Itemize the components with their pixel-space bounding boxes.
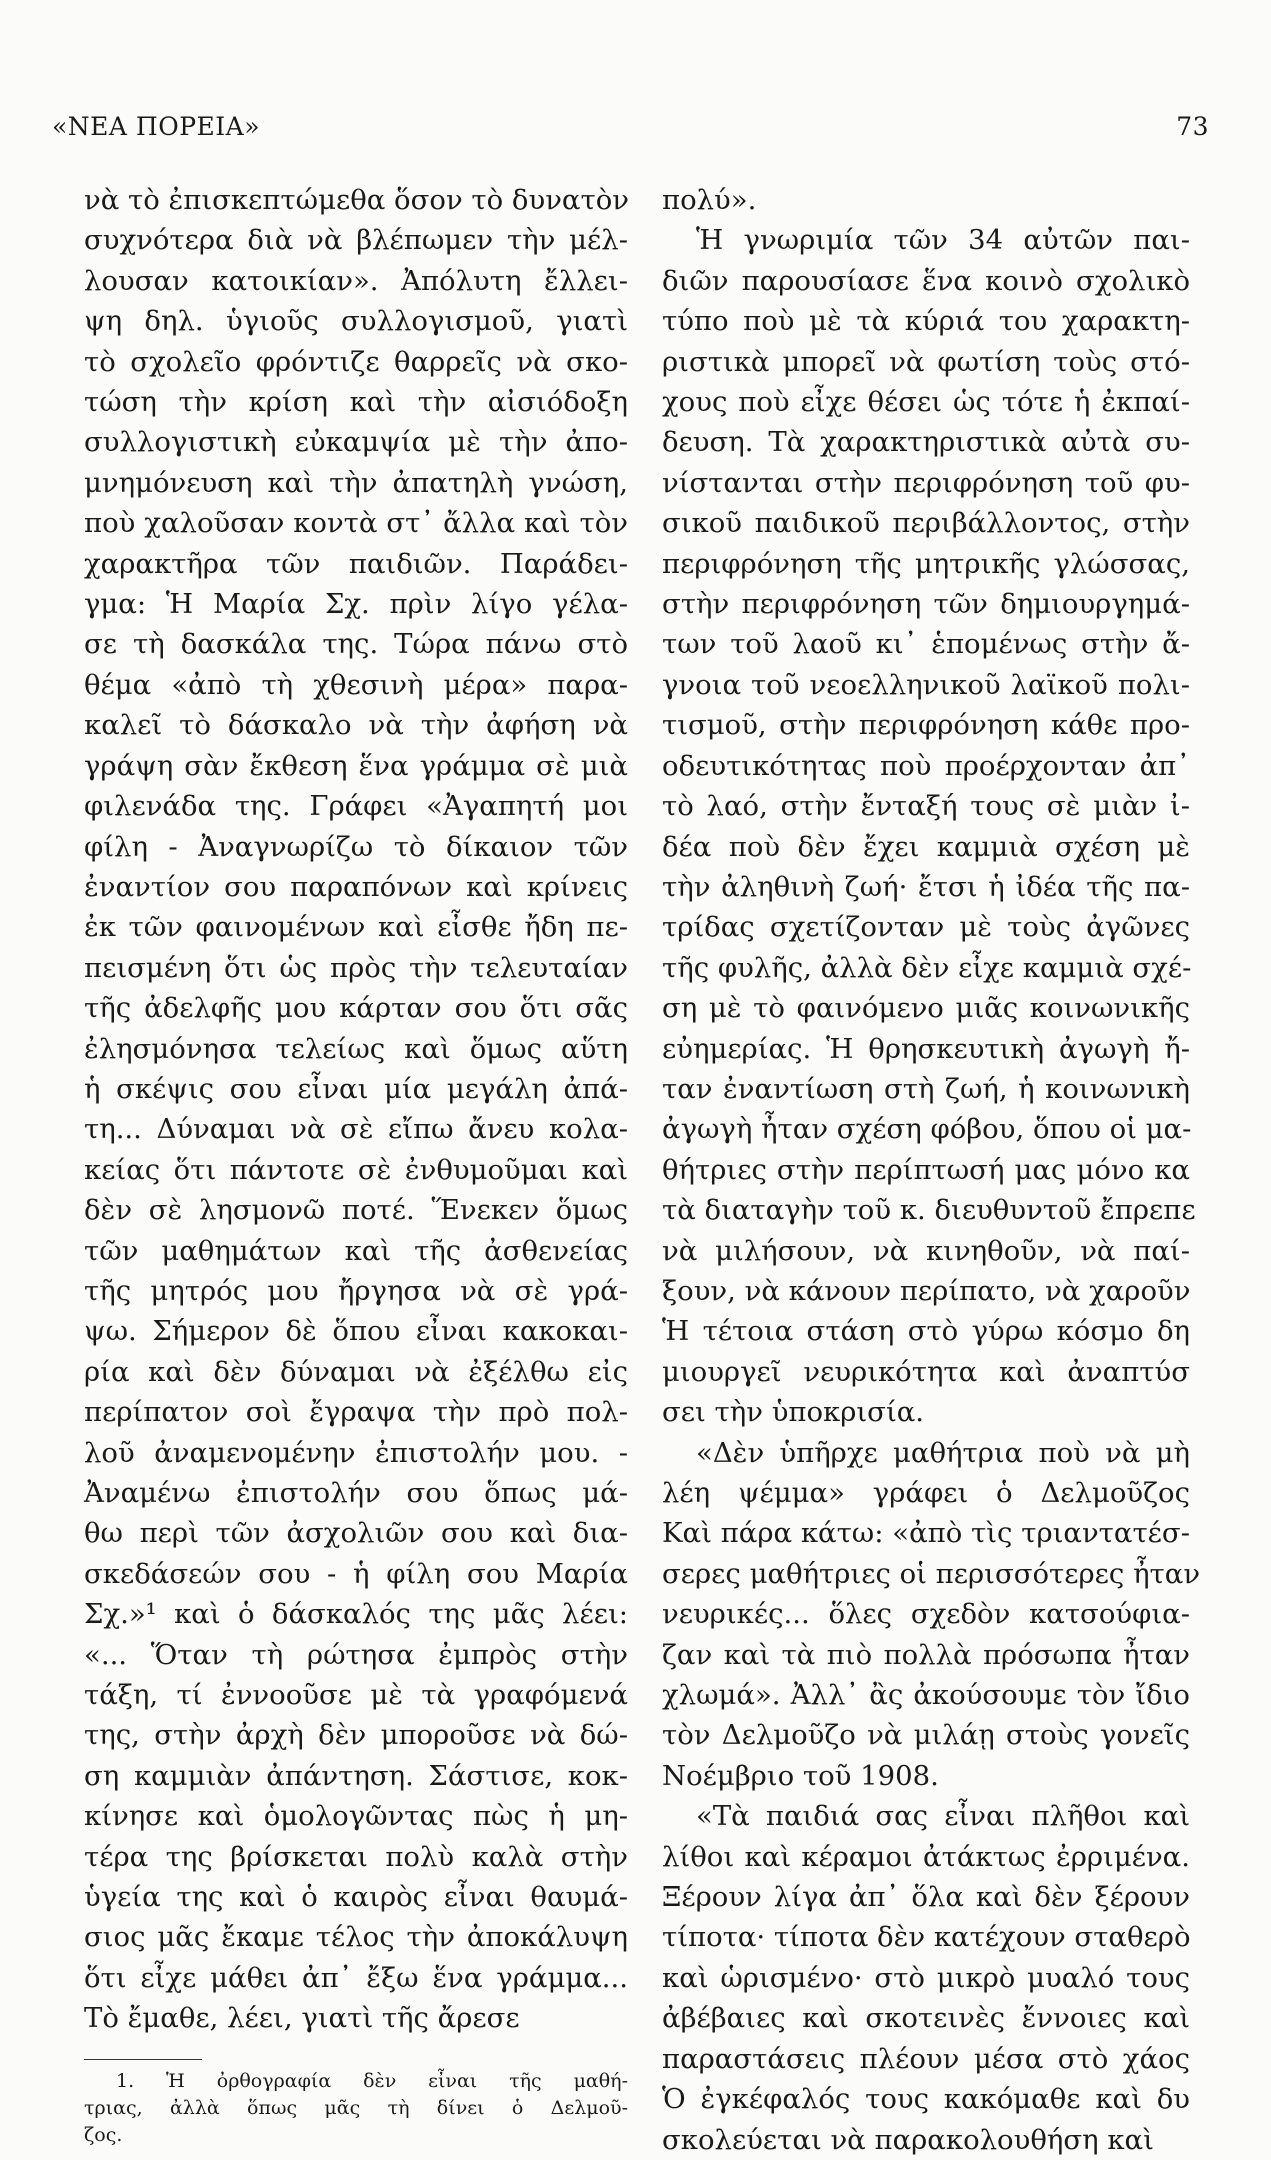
text-line: δέα ποὺ δὲν ἔχει καμμιὰ σχέση μὲ bbox=[662, 830, 1190, 863]
text-line: νὰ τὸ ἐπισκεπτώμεθα ὅσον τὸ δυνατὸν bbox=[84, 184, 629, 216]
text-line: συλλογιστικὴ εὐκαμψία μὲ τὴν ἀπο- bbox=[84, 426, 628, 459]
text-line: ση μὲ τὸ φαινόμενο μιᾶς κοινωνικῆς bbox=[662, 992, 1190, 1025]
right-column bbox=[662, 180, 1201, 2160]
text-line: Ἡ τέτοια στάση στὸ γύρω κόσμο δη bbox=[662, 1315, 1190, 1348]
text-line: ταν ἐναντίωση στὴ ζωή, ἡ κοινωνικὴ bbox=[662, 1072, 1190, 1105]
text-line: ψω. Σήμερον δὲ ὅπου εἶναι κακοκαι- bbox=[84, 1315, 628, 1348]
text-line: τῆς φυλῆς, ἀλλὰ δὲν εἶχε καμμιὰ σχέ- bbox=[662, 951, 1192, 984]
text-line: τὸ σχολεῖο φρόντιζε θαρρεῖς νὰ σκο- bbox=[84, 345, 628, 378]
text-line: δευση. Τὰ χαρακτηριστικὰ αὐτὰ συ- bbox=[662, 426, 1190, 459]
text-line: τίποτα· τίποτα δὲν κατέχουν σταθερὸ bbox=[662, 1921, 1191, 1954]
right-column-text bbox=[662, 180, 1201, 2160]
footnote-line: ζος. bbox=[84, 2123, 123, 2146]
text-line: λίθοι καὶ κέραμοι ἀτάκτως ἐρριμένα. bbox=[662, 1840, 1190, 1873]
text-line: δὲν σὲ λησμονῶ ποτέ. Ἕνεκεν ὅμως bbox=[84, 1194, 628, 1227]
text-line: θω περὶ τῶν ἀσχολιῶν σου καὶ δια- bbox=[84, 1517, 628, 1550]
text-line: λέη ψέμμα» γράφει ὁ Δελμοῦζος bbox=[662, 1477, 1190, 1509]
text-line: ψη δηλ. ὑγιοῦς συλλογισμοῦ, γιατὶ bbox=[84, 305, 628, 338]
text-line: καὶ ὡρισμένο· στὸ μικρὸ μυαλό τους bbox=[662, 1961, 1190, 1994]
text-line: ποὺ χαλοῦσαν κοντὰ στ᾿ ἄλλα καὶ τὸν bbox=[84, 507, 628, 540]
text-line: των τοῦ λαοῦ κι᾿ ἑπομένως στὴν ἄ- bbox=[662, 628, 1190, 661]
text-line: τρίδας σχετίζονταν μὲ τοὺς ἀγῶνες bbox=[662, 911, 1190, 944]
text-line: Καὶ πάρα κάτω: «ἀπὸ τὶς τριαντατέσ- bbox=[662, 1517, 1190, 1550]
text-line: εὐημερίας. Ἡ θρησκευτικὴ ἀγωγὴ ἤ- bbox=[662, 1032, 1190, 1065]
text-line: «Δὲν ὑπῆρχε μαθήτρια ποὺ νὰ μὴ bbox=[696, 1436, 1190, 1469]
text-line: Τὸ ἔμαθε, λέει, γιατὶ τῆς ἄρεσε bbox=[84, 2002, 520, 2035]
text-line: στὴν περιφρόνηση τῶν δημιουργημά- bbox=[662, 588, 1190, 621]
footnote bbox=[84, 2068, 628, 2149]
text-line: χλωμά». Ἀλλ᾿ ἂς ἀκούσουμε τὸν ἴδιο bbox=[662, 1679, 1190, 1712]
text-line: σει τὴν ὑποκρισία. bbox=[662, 1396, 925, 1429]
text-line: χαρακτῆρα τῶν παιδιῶν. Παράδει- bbox=[84, 547, 628, 580]
text-line: ρία καὶ δὲν δύναμαι νὰ ἐξέλθω εἰς bbox=[84, 1355, 628, 1388]
text-line: νίστανται στὴν περιφρόνηση τοῦ φυ- bbox=[662, 466, 1190, 499]
footnote-line: 1. Ἡ ὀρθογραφία δὲν εἶναι τῆς μαθή- bbox=[116, 2069, 628, 2092]
text-line: θήτριες στὴν περίπτωσή μας μόνο κα bbox=[662, 1153, 1190, 1186]
text-line: χους ποὺ εἶχε θέσει ὡς τότε ἡ ἐκπαί- bbox=[662, 386, 1190, 419]
text-line: τῆς ἀδελφῆς μου κάρταν σου ὅτι σᾶς bbox=[84, 992, 628, 1025]
text-line: γμα: Ἡ Μαρία Σχ. πρὶν λίγο γέλα- bbox=[84, 588, 628, 621]
text-line: τὸν Δελμοῦζο νὰ μιλάῃ στοὺς γονεῖς bbox=[662, 1719, 1190, 1752]
journal-title: «ΝΕΑ ΠΟΡΕΙΑ» bbox=[52, 112, 261, 141]
text-line: ἐναντίον σου παραπόνων καὶ κρίνεις bbox=[84, 870, 628, 903]
text-line: ὑγεία της καὶ ὁ καιρὸς εἶναι θαυμά- bbox=[84, 1881, 628, 1914]
text-line: φιλενάδα της. Γράφει «Ἀγαπητή μοι bbox=[84, 790, 628, 823]
text-line: ριστικὰ μπορεῖ νὰ φωτίση τοὺς στό- bbox=[662, 345, 1190, 378]
text-line: τὸ λαό, στὴν ἔνταξή τους σὲ μιὰν ἰ- bbox=[662, 790, 1190, 823]
text-line: μιουργεῖ νευρικότητα καὶ ἀναπτύσ bbox=[662, 1355, 1190, 1388]
text-line: τέρα της βρίσκεται πολὺ καλὰ στὴν bbox=[84, 1840, 628, 1873]
text-line: πεισμένη ὅτι ὡς πρὸς τὴν τελευταίαν bbox=[84, 951, 628, 984]
text-line: ἀβέβαιες καὶ σκοτεινὲς ἔννοιες καὶ bbox=[662, 2002, 1190, 2035]
text-line: παραστάσεις πλέουν μέσα στὸ χάος bbox=[662, 2042, 1190, 2075]
text-line: τη... Δύναμαι νὰ σὲ εἴπω ἄνευ κολα- bbox=[84, 1113, 628, 1146]
text-line: σικοῦ παιδικοῦ περιβάλλοντος, στὴν bbox=[662, 507, 1190, 540]
text-line: λοῦ ἀναμενομένην ἐπιστολήν μου. - bbox=[84, 1436, 628, 1469]
text-line: νευρικές... ὅλες σχεδὸν κατσούφια- bbox=[662, 1598, 1190, 1631]
text-line: ἡ σκέψις σου εἶναι μία μεγάλη ἀπά- bbox=[84, 1072, 628, 1105]
text-line: σκολεύεται νὰ παρακολουθήση καὶ bbox=[662, 2123, 1154, 2156]
text-line: καλεῖ τὸ δάσκαλο νὰ τὴν ἀφήση νὰ bbox=[84, 709, 628, 742]
text-line: «Τὰ παιδιά σας εἶναι πλῆθοι καὶ bbox=[696, 1800, 1190, 1833]
text-line: μνημόνευση καὶ τὴν ἀπατηλὴ γνώση, bbox=[84, 466, 628, 499]
text-line: κίνησε καὶ ὁμολογῶντας πὼς ἡ μη- bbox=[84, 1800, 628, 1833]
text-line: συχνότερα διὰ νὰ βλέπωμεν τὴν μέλ- bbox=[84, 224, 628, 257]
text-line: τὴν ἀληθινὴ ζωή· ἔτσι ἡ ἰδέα τῆς πα- bbox=[662, 870, 1190, 903]
text-line: ση καμμιὰν ἀπάντηση. Σάστισε, κοκ- bbox=[84, 1759, 628, 1792]
text-line: τῶν μαθημάτων καὶ τῆς ἀσθενείας bbox=[84, 1234, 628, 1267]
text-line: σερες μαθήτριες οἱ περισσότερες ἦταν bbox=[662, 1557, 1201, 1590]
text-line: λουσαν κατοικίαν». Ἀπόλυτη ἔλλει- bbox=[84, 264, 628, 297]
text-line: Ἡ γνωριμία τῶν 34 αὐτῶν παι- bbox=[696, 224, 1190, 257]
text-line: τισμοῦ, στὴν περιφρόνηση κάθε προ- bbox=[662, 709, 1190, 742]
text-line: «... Ὅταν τὴ ρώτησα ἐμπρὸς στὴν bbox=[84, 1638, 628, 1671]
text-line: τώση τὴν κρίση καὶ τὴν αἰσιόδοξη bbox=[84, 386, 628, 419]
text-line: τύπο ποὺ μὲ τὰ κύριά του χαρακτη- bbox=[662, 305, 1190, 338]
text-line: ζαν καὶ τὰ πιὸ πολλὰ πρόσωπα ἦταν bbox=[662, 1638, 1190, 1671]
text-line: της, στὴν ἀρχὴ δὲν μποροῦσε νὰ δώ- bbox=[84, 1719, 628, 1752]
text-line: διῶν παρουσίασε ἕνα κοινὸ σχολικὸ bbox=[662, 264, 1190, 297]
text-line: νὰ μιλήσουν, νὰ κινηθοῦν, νὰ παί- bbox=[662, 1234, 1190, 1267]
text-line: τῆς μητρός μου ἤργησα νὰ σὲ γρά- bbox=[84, 1274, 628, 1307]
text-line: σκεδάσεών σου - ἡ φίλη σου Μαρία bbox=[84, 1557, 628, 1590]
text-line: ἐλησμόνησα τελείως καὶ ὅμως αὕτη bbox=[84, 1032, 628, 1065]
text-line: σιος μᾶς ἔκαμε τέλος τὴν ἀποκάλυψη bbox=[84, 1921, 628, 1954]
text-line: περίπατον σοὶ ἔγραψα τὴν πρὸ πολ- bbox=[84, 1396, 628, 1429]
left-column bbox=[84, 180, 628, 2149]
text-line: τάξη, τί ἐννοοῦσε μὲ τὰ γραφόμενά bbox=[84, 1679, 628, 1712]
text-line: θέμα «ἀπὸ τὴ χθεσινὴ μέρα» παρα- bbox=[84, 668, 628, 701]
text-line: Νοέμβριο τοῦ 1908. bbox=[662, 1759, 939, 1792]
text-line: Ἀναμένω ἐπιστολήν σου ὅπως μά- bbox=[84, 1477, 628, 1509]
text-line: περιφρόνηση τῆς μητρικῆς γλώσσας, bbox=[662, 547, 1190, 580]
text-line: ὅτι εἶχε μάθει ἀπ᾿ ἔξω ἕνα γράμμα... bbox=[84, 1961, 628, 1994]
footnote-line: τριας, ἀλλὰ ὅπως μᾶς τὴ δίνει ὁ Δελμοῦ- bbox=[84, 2096, 628, 2119]
left-column-text bbox=[84, 180, 628, 2039]
text-line: ἀγωγὴ ἦταν σχέση φόβου, ὅπου οἱ μα- bbox=[662, 1113, 1192, 1146]
text-line: φίλη - Ἀναγνωρίζω τὸ δίκαιον τῶν bbox=[84, 830, 628, 863]
text-line: ἐκ τῶν φαινομένων καὶ εἶσθε ἤδη πε- bbox=[84, 911, 628, 944]
running-header bbox=[52, 112, 1209, 152]
text-line: γνοια τοῦ νεοελληνικοῦ λαϊκοῦ πολι- bbox=[662, 668, 1190, 701]
text-line: ξουν, νὰ κάνουν περίπατο, νὰ χαροῦν bbox=[662, 1274, 1191, 1307]
text-line: Ξέρουν λίγα ἀπ᾿ ὅλα καὶ δὲν ξέρουν bbox=[662, 1881, 1190, 1914]
text-line: γράψη σὰν ἔκθεση ἕνα γράμμα σὲ μιὰ bbox=[84, 749, 628, 782]
text-line: κείας ὅτι πάντοτε σὲ ἐνθυμοῦμαι καὶ bbox=[84, 1153, 628, 1186]
page-number: 73 bbox=[1176, 112, 1209, 141]
text-line: Σχ.»¹ καὶ ὁ δάσκαλός της μᾶς λέει: bbox=[84, 1598, 628, 1631]
text-line: Ὁ ἐγκέφαλός τους κακόμαθε καὶ δυ bbox=[662, 2083, 1190, 2116]
text-line: τὰ διαταγὴν τοῦ κ. διευθυντοῦ ἔπρεπε bbox=[662, 1194, 1196, 1227]
text-line: σε τὴ δασκάλα της. Τώρα πάνω στὸ bbox=[84, 628, 628, 661]
text-line: πολύ». bbox=[662, 184, 757, 216]
footnote-rule bbox=[84, 2059, 202, 2060]
text-line: οδευτικότητας ποὺ προέρχονταν ἀπ᾿ bbox=[662, 749, 1190, 782]
